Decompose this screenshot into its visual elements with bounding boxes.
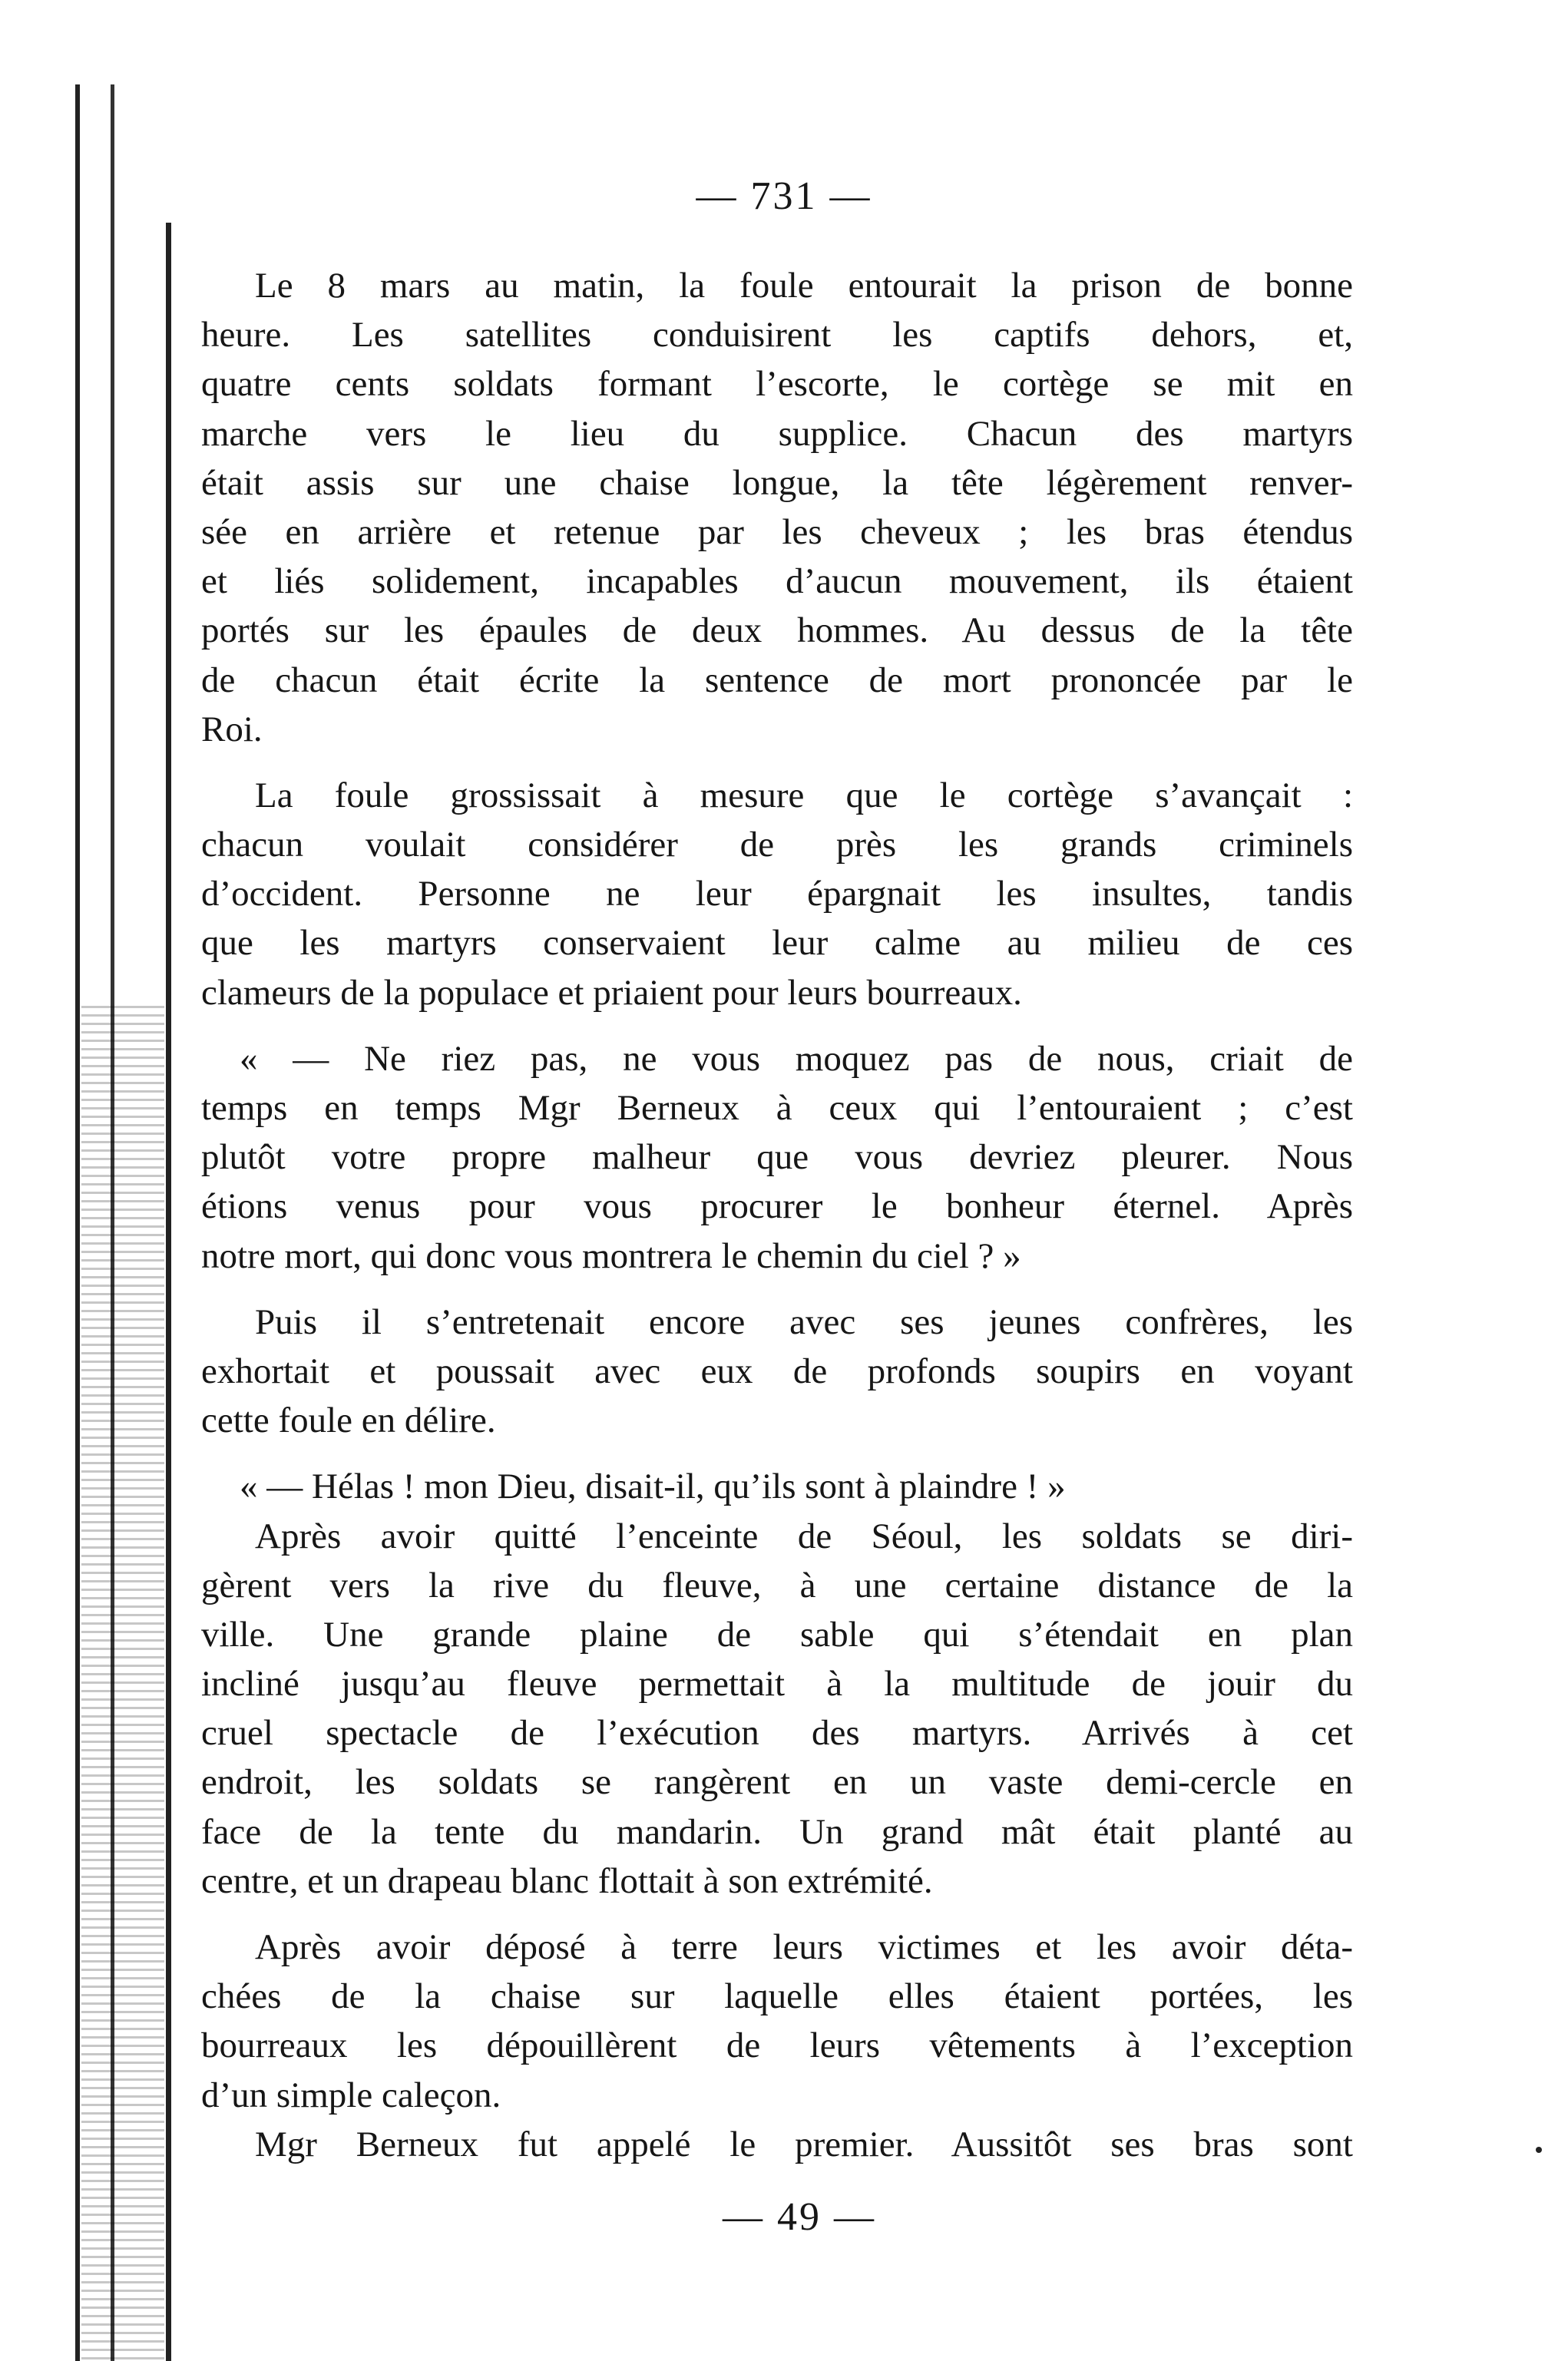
ink-speck bbox=[1536, 2147, 1542, 2153]
text-line: Roi. bbox=[201, 709, 263, 749]
text-line: cruel spectacle de l’exécution des martyrs. Arrivés à cet bbox=[201, 1713, 1353, 1754]
text-line: temps en temps Mgr Berneux à ceux qui l’entouraient ; c’est bbox=[201, 1088, 1353, 1128]
page-number-bottom: — 49 — bbox=[723, 2195, 876, 2239]
text-line: plutôt votre propre malheur que vous devriez pleurer. Nous bbox=[201, 1137, 1353, 1178]
text-line: bourreaux les dépouillèrent de leurs vêtements à l’exception bbox=[201, 2025, 1353, 2066]
text-line: incliné jusqu’au fleuve permettait à la multitude de jouir du bbox=[201, 1664, 1353, 1705]
text-line: Après avoir déposé à terre leurs victimes et les avoir déta- bbox=[255, 1927, 1353, 1967]
text-line: étions venus pour vous procurer le bonheur éternel. Après bbox=[201, 1186, 1353, 1227]
gutter-scan-noise bbox=[81, 1006, 164, 2361]
text-line: Mgr Berneux fut appelé le premier. Aussitôt ses bras sont bbox=[255, 2124, 1353, 2164]
text-line: chées de la chaise sur laquelle elles étaient portées, les bbox=[201, 1976, 1353, 2017]
paragraph-1 bbox=[201, 261, 1353, 754]
text-line: de chacun était écrite la sentence de mort prononcée par le bbox=[201, 660, 1353, 700]
page-number-top: — 731 — bbox=[696, 174, 872, 218]
body-text bbox=[201, 261, 1353, 2169]
paragraph-6 bbox=[201, 1512, 1353, 1906]
text-line: marche vers le lieu du supplice. Chacun des martyrs bbox=[201, 413, 1353, 454]
paragraph-4 bbox=[201, 1298, 1353, 1446]
paragraph-2 bbox=[201, 771, 1353, 1017]
text-line: que les martyrs conservaient leur calme au milieu de ces bbox=[201, 923, 1353, 964]
text-line: La foule grossissait à mesure que le cortège s’avançait : bbox=[255, 775, 1353, 815]
text-line: notre mort, qui donc vous montrera le chemin du ciel ? » bbox=[201, 1235, 1021, 1276]
text-line: était assis sur une chaise longue, la tête légèrement renver- bbox=[201, 462, 1353, 503]
text-line: sée en arrière et retenue par les cheveux ; les bras étendus bbox=[201, 511, 1353, 552]
binding-gutter bbox=[68, 84, 190, 2361]
text-line: exhortait et poussait avec eux de profonds soupirs en voyant bbox=[201, 1351, 1353, 1391]
text-line: clameurs de la populace et priaient pour leurs bourreaux. bbox=[201, 972, 1022, 1013]
paragraph-3 bbox=[201, 1034, 1353, 1281]
text-line: d’occident. Personne ne leur épargnait les insultes, tandis bbox=[201, 874, 1353, 914]
text-line: et liés solidement, incapables d’aucun mouvement, ils étaient bbox=[201, 561, 1353, 602]
text-line: portés sur les épaules de deux hommes. Au dessus de la tête bbox=[201, 610, 1353, 651]
gutter-rule-outer bbox=[75, 84, 80, 2361]
text-line: centre, et un drapeau blanc flottait à son extrémité. bbox=[201, 1860, 933, 1901]
gutter-rule-inner bbox=[166, 223, 171, 2361]
text-line: quatre cents soldats formant l’escorte, le cortège se mit en bbox=[201, 364, 1353, 405]
text-line: Le 8 mars au matin, la foule entourait la prison de bonne bbox=[255, 266, 1353, 306]
text-line: d’un simple caleçon. bbox=[201, 2075, 501, 2115]
text-line: Après avoir quitté l’enceinte de Séoul, les soldats se diri- bbox=[255, 1516, 1353, 1556]
text-line: cette foule en délire. bbox=[201, 1400, 496, 1441]
paragraph-8 bbox=[201, 2120, 1353, 2169]
text-line: « — Hélas ! mon Dieu, disait-il, qu’ils sont à plaindre ! » bbox=[240, 1467, 1066, 1507]
text-line: gèrent vers la rive du fleuve, à une certaine distance de la bbox=[201, 1565, 1353, 1605]
text-line: face de la tente du mandarin. Un grand mât était planté au bbox=[201, 1811, 1353, 1852]
text-line: heure. Les satellites conduisirent les captifs dehors, et, bbox=[201, 315, 1353, 355]
text-line: endroit, les soldats se rangèrent en un vaste demi-cercle en bbox=[201, 1762, 1353, 1803]
text-line: « — Ne riez pas, ne vous moquez pas de nous, criait de bbox=[240, 1038, 1353, 1079]
paragraph-7 bbox=[201, 1923, 1353, 2120]
text-line: Puis il s’entretenait encore avec ses jeunes confrères, les bbox=[255, 1301, 1353, 1342]
paragraph-5 bbox=[201, 1462, 1353, 1511]
text-line: chacun voulait considérer de près les grands criminels bbox=[201, 825, 1353, 865]
text-line: ville. Une grande plaine de sable qui s’étendait en plan bbox=[201, 1614, 1353, 1655]
